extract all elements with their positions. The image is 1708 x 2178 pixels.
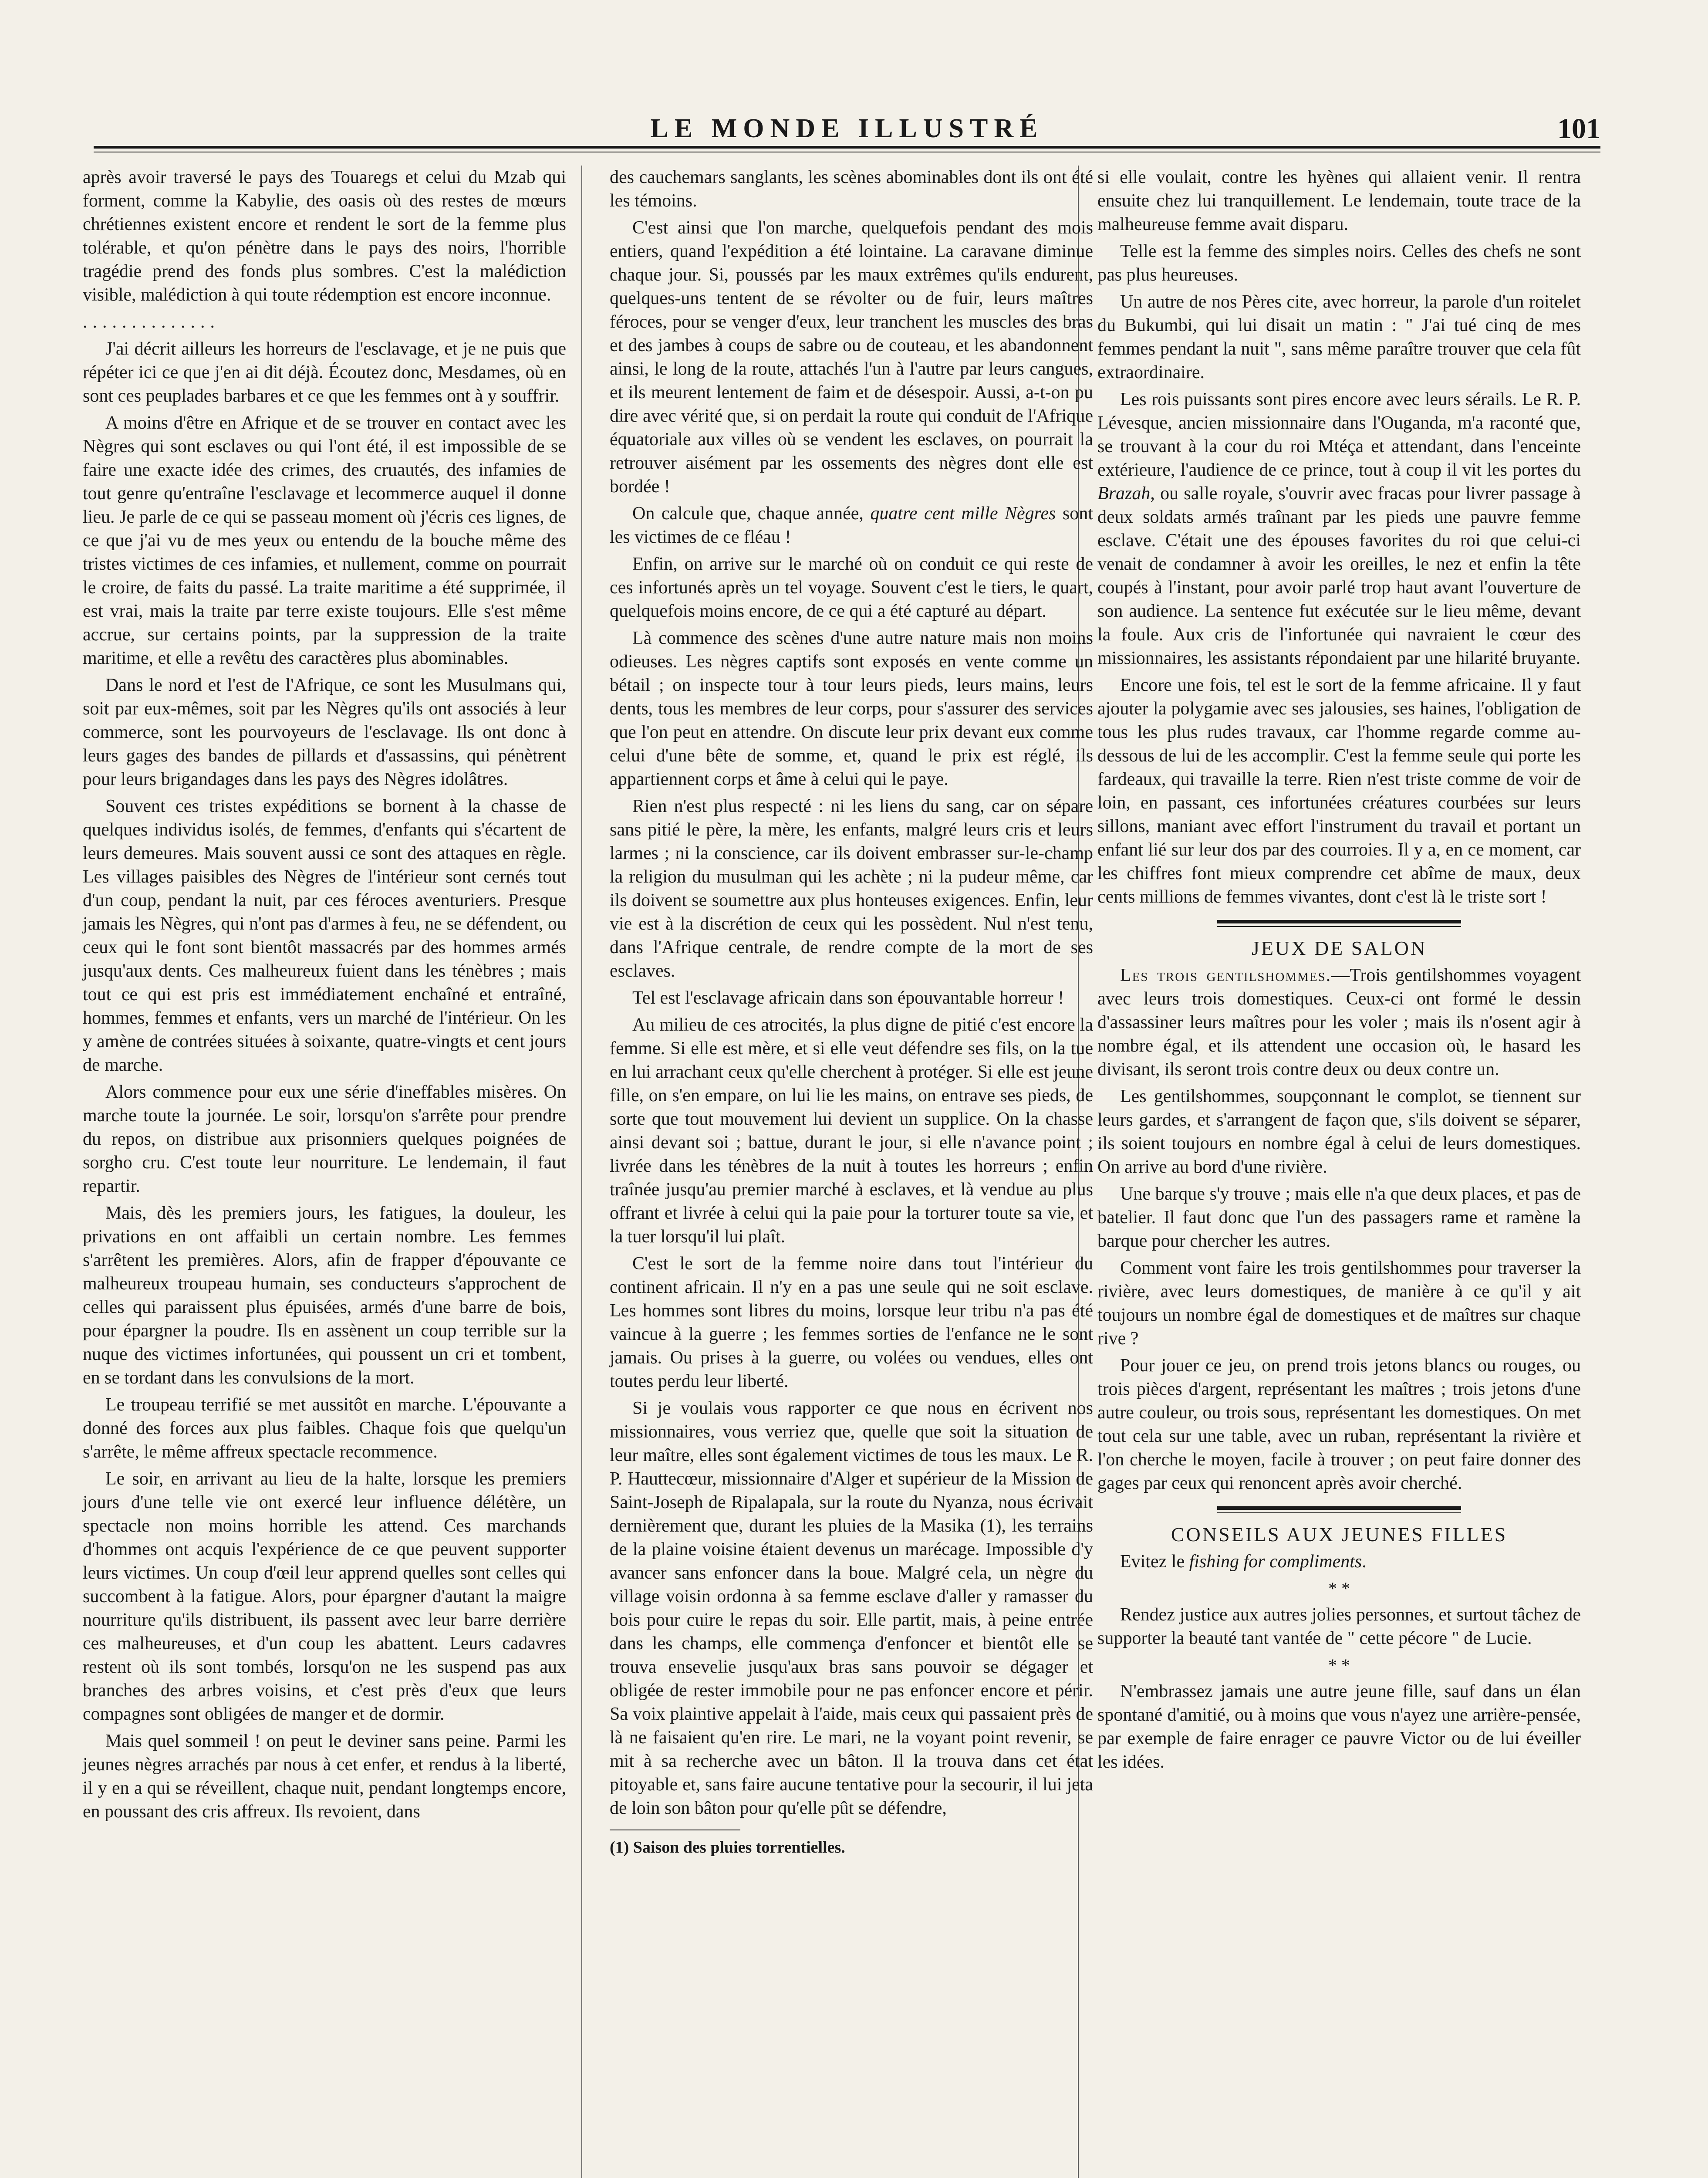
section-title-conseils: CONSEILS AUX JEUNES FILLES (1171, 1523, 1508, 1546)
column-1 (83, 166, 566, 1827)
text-run: . (1362, 1552, 1367, 1572)
masthead-title: LE MONDE ILLUSTRÉ (650, 114, 1044, 143)
col1-paragraph: Dans le nord et l'est de l'Afrique, ce sont les Musulmans qui, soit par eux-mêmes, soit par les Nègres qu'ils ont associés à leur commerce, sont les pourvoyeurs de l'esclavage. Ils ont donc à leurs gages des bandes de pillards et d'assassins, qui pénètrent pour leurs brigandages dans les pays des Nègres idolâtres. (83, 675, 566, 789)
col3-paragraph (1097, 388, 1581, 670)
column-3 (1097, 166, 1581, 1777)
col3-paragraph: Les gentilshommes, soupçonnant le complot, se tiennent sur leurs gardes, et s'arrangent de façon que, s'ils doivent se séparer, ils soient toujours en nombre égal à celui de leurs domestiques. On arrive au bord d'une rivière. (1097, 1086, 1581, 1177)
col1-paragraph: après avoir traversé le pays des Touaregs et celui du Mzab qui forment, comme la Kabylie, des oasis où des restes de mœurs chrétiennes existent encore et rendent le sort de la femme plus tolérable, et qu'on pénètre dans le pays des noirs, l'horrible tragédie prend des fonds plus sombres. C'est la malédiction visible, malédiction à qui toute rédemption est encore inconnue. (83, 167, 566, 305)
column-2 (610, 166, 1093, 1863)
ellipsis-separator: .............. (83, 312, 220, 332)
col2-paragraph: Là commence des scènes d'une autre nature mais non moins odieuses. Les nègres captifs sont exposés en vente comme un bétail ; on inspecte tour à tour leurs pieds, leurs mains, leurs dents, tous les membres de leur corps, pour s'assurer des services que l'on peut en attendre. On discute leur prix devant eux comme celui d'une bête de somme, et, quand le prix est réglé, ils appartiennent corps et âme à celui qui le paye. (610, 628, 1093, 789)
col2-paragraph: Si je voulais vous rapporter ce que nous en écrivent nos missionnaires, vous verriez que, quelle que soit la situation de leur maître, elles sont également victimes de tous les maux. Le R. P. Hauttecœur, missionnaire d'Alger et supérieur de la Mission de Saint-Joseph de Ripalapala, sur la route du Nyanza, nous écrivait dernièrement que, durant les pluies de la Masika (1), les terrains de la plaine voisine étaient devenus un marécage. Impossible d'y avancer sans enfoncer dans la boue. Malgré cela, un nègre du village voisin ordonna à sa femme esclave d'aller y ramasser du bois pour cuire le repas du soir. Elle partit, mais, à peine entrée dans les champs, elle commença d'enfoncer et bientôt elle se trouva ensevelie jusqu'aux bras sans pouvoir se dégager et obligée de rester immobile pour ne pas enfoncer encore et périr. Sa voix plaintive appelait à l'aide, mais ceux qui passaient près de là ne faisaient qu'en rire. Le mari, ne la voyant point revenir, se mit à sa recherche avec un bâton. Il la trouva dans cet état pitoyable et, sans faire aucune tentative pour la secourir, il lui jeta de loin son bâton pour qu'elle pût se défendre, (610, 1398, 1093, 1818)
col3-paragraph: Pour jouer ce jeu, on prend trois jetons blancs ou rouges, ou trois pièces d'argent, représentant les maîtres ; trois jetons d'une autre couleur, ou trois sous, représentant les domestiques. On met tout cela sur une table, avec un ruban, représentant la rivière et l'on cherche le moyen, facile à trouver ; on peut faire donner des gages par ceux qui renoncent après avoir cherché. (1097, 1356, 1581, 1493)
col3-paragraph (1097, 1550, 1581, 1573)
col3-paragraph: N'embrassez jamais une autre jeune fille, sauf dans un élan spontané d'amitié, ou à moins que vous n'ayez une arrière-pensée, par exemple de faire enrager ce pauvre Victor ou de lui éveiller les idées. (1097, 1681, 1581, 1772)
col3-paragraph: Encore une fois, tel est le sort de la femme africaine. Il y faut ajouter la polygamie avec ses jalousies, ses haines, l'obligation de tous les plus rudes travaux, car l'homme regarde comme au-dessous de lui de les accomplir. C'est la femme seule qui porte les fardeaux, qui travaille la terre. Rien n'est triste comme de voir de loin, en passant, ces infortunées créatures courbées sur leurs sillons, maniant avec effort l'instrument du travail et portant un enfant lié sur leur dos par des courroies. Il y a, en ce moment, car les chiffres font mieux comprendre cet abîme de maux, deux cents millions de femmes vivantes, dont c'est là le triste sort ! (1097, 675, 1581, 907)
header-rule (94, 146, 1600, 149)
text-run: Les rois puissants sont pires encore avec leurs sérails. Le R. P. Lévesque, ancien missionnaire dans l'Ouganda, m'a raconté que, se trouvant à la cour du roi Mtéça et attendant, dans l'enceinte extérieure, l'audience de ce prince, tout à coup il vit les portes du (1097, 389, 1581, 480)
text-run: —Trois gentilshommes voyagent avec leurs trois domestiques. Ceux-ci ont formé le dessin d'assassiner leurs maîtres pour les voler ; mais ils n'osent agir à nombre égal, et ils attendent une occasion où, le hasard les divisant, ils seront trois contre deux ou deux contre un. (1097, 965, 1581, 1079)
text-run: sont les victimes de ce fléau ! (610, 504, 1093, 547)
column-divider-1 (581, 166, 582, 2178)
col2-paragraph (610, 502, 1093, 549)
col2-paragraph: Tel est l'esclavage africain dans son épouvantable horreur ! (632, 988, 1064, 1008)
col2-paragraph: C'est le sort de la femme noire dans tout l'intérieur du continent africain. Il n'y en a pas une seule qui ne soit esclave. Les hommes sont libres du moins, lorsque leur tribu n'a pas été vaincue à la guerre ; les femmes sorties de l'enfance ne le sont jamais. Ou prises à la guerre, ou volées ou vendues, elles ont toutes perdu leur liberté. (610, 1254, 1093, 1391)
col1-paragraph: Mais quel sommeil ! on peut le deviner sans peine. Parmi les jeunes nègres arrachés par nous à cet enfer, et rendus à la liberté, il y en a qui se réveillent, chaque nuit, pendant longtemps encore, en poussant des cris affreux. Ils revoient, dans (83, 1731, 566, 1822)
text-run: , ou salle royale, s'ouvrir avec fracas pour livrer passage à deux soldats armés traînant par les pieds une pauvre femme esclave. C'était une des épouses favorites du roi que celui-ci venait de condamner à avoir les oreilles, le nez et enfin la tête coupés à l'instant, pour avoir parlé trop haut avant l'ouverture de son audience. La sentence fut exécutée sur le lieu même, devant la foule. Aux cris de l'infortunée qui navraient le cœur des missionnaires, les assistants répondaient par une hilarité bruyante. (1097, 484, 1581, 668)
col1-paragraph: Alors commence pour eux une série d'ineffables misères. On marche toute la journée. Le soir, lorsqu'on s'arrête pour prendre du repos, on distribue aux prisonniers quelques poignées de sorgho cru. C'est toute leur nourriture. Le lendemain, il faut repartir. (83, 1082, 566, 1196)
italic-text: fishing for compliments (1189, 1552, 1362, 1572)
col3-paragraph: Une barque s'y trouve ; mais elle n'a que deux places, et pas de batelier. Il faut donc que l'un des passagers rame et ramène la barque pour chercher les autres. (1097, 1184, 1581, 1251)
game-title: Les trois gentilshommes. (1120, 965, 1332, 985)
text-run: Evitez le (1120, 1552, 1189, 1572)
text-run: On calcule que, chaque année, (632, 504, 871, 524)
col1-paragraph: Le troupeau terrifié se met aussitôt en marche. L'épouvante a donné des forces aux plus faibles. Chaque fois que quelqu'un s'arrête, le même affreux spectacle recommence. (83, 1395, 566, 1462)
italic-text: quatre cent mille Nègres (870, 504, 1056, 524)
section-rule-thin (1217, 926, 1461, 927)
col3-paragraph (1097, 964, 1581, 1081)
col1-paragraph: Le soir, en arrivant au lieu de la halte, lorsque les premiers jours d'une telle vie ont exercé leur influence délétère, un spectacle non moins horrible les attend. Ces marchands d'hommes ont acquis l'expérience de ce que peuvent supporter leurs victimes. Un coup d'œil leur apprend quelles sont celles qui succombent à la fatigue. Alors, pour épargner d'autant la maigre nourriture qu'ils distribuent, ils passent avec leur barre derrière ces malheureuses, et d'un coup les abattent. Leurs cadavres restent où ils sont tombés, lorsqu'on ne les suspend pas aux branches des arbres voisins, et c'est près d'eux que leurs compagnes sont obligées de manger et de dormir. (83, 1469, 566, 1724)
col2-paragraph: Enfin, on arrive sur le marché où on conduit ce qui reste de ces infortunés après un tel voyage. Souvent c'est le tiers, le quart, quelquefois moins encore, de ce qui a été capturé au départ. (610, 554, 1093, 621)
col3-paragraph: Rendez justice aux autres jolies personnes, et surtout tâchez de supporter la beauté tant vantée de " cette pécore " de Lucie. (1097, 1605, 1581, 1648)
col1-paragraph: Souvent ces tristes expéditions se bornent à la chasse de quelques individus isolés, de femmes, d'enfants qui s'écartent de leurs demeures. Mais souvent aussi ce sont des attaques en règle. Les villages paisibles des Nègres de l'intérieur sont cernés tout d'un coup, pendant la nuit, par ces féroces aventuriers. Presque jamais les Nègres, qui n'ont pas d'armes à feu, ne se défendent, ou ceux qui le font sont bientôt massacrés par des hommes armés jusqu'aux dents. Ces malheureux fuient dans les ténèbres ; mais tout ce qui est pris est immédiatement enchaîné et entraîné, hommes, femmes et enfants, vers un marché de l'intérieur. On les y amène de contrées situées à soixante, quatre-vingts et cent jours de marche. (83, 796, 566, 1075)
section-rule-thin (1217, 1512, 1461, 1513)
col3-paragraph: Telle est la femme des simples noirs. Celles des chefs ne sont pas plus heureuses. (1097, 241, 1581, 285)
col1-paragraph: J'ai décrit ailleurs les horreurs de l'esclavage, et je ne puis que répéter ici ce que j'en ai dit déjà. Écoutez donc, Mesdames, où en sont ces peuplades barbares et ce que les femmes ont à y souffrir. (83, 339, 566, 406)
asterism: * * (1328, 1579, 1350, 1598)
col1-paragraph: A moins d'être en Afrique et de se trouver en contact avec les Nègres qui sont esclaves ou qui l'ont été, il est impossible de se faire une exacte idée des crimes, des cruautés, des infamies de tout genre qu'entraîne l'esclavage et lecommerce auquel il donne lieu. Je parle de ce qui se passeau moment où j'écris ces lignes, de ce que j'ai vu de mes yeux ou entendu de la bouche même des tristes victimes de ces infamies, et nullement, comme on pourrait le croire, de faits du passé. La traite maritime a été supprimée, il est vrai, mais la traite par terre existe toujours. Elle s'est même accrue, sur certains points, par la suppression de la traite maritime, et elle a revêtu des caractères plus abominables. (83, 413, 566, 668)
col3-paragraph: si elle voulait, contre les hyènes qui allaient venir. Il rentra ensuite chez lui tranquillement. Le lendemain, toute trace de la malheureuse femme avait disparu. (1097, 167, 1581, 234)
italic-text: Brazah (1097, 484, 1151, 504)
section-rule (1217, 920, 1461, 923)
col2-paragraph: Au milieu de ces atrocités, la plus digne de pitié c'est encore la femme. Si elle est mère, et si elle veut défendre ses fils, on la tue en lui arrachant ceux qu'elle cherchent à protéger. Si elle est jeune fille, on s'en empare, on lui lie les mains, on entrave ses pieds, de sorte que tout mouvement lui devient un supplice. On la chasse ainsi devant soi ; battue, durant le jour, si elle n'avance point ; livrée dans les ténèbres de la nuit à toutes les horreurs ; enfin traînée jusqu'au premier marché à esclaves, et là vendue au plus offrant et livrée à celui qui la paie pour la torturer toute sa vie, et la tuer lorsqu'il lui plaît. (610, 1015, 1093, 1247)
footnote: (1) Saison des pluies torrentielles. (610, 1838, 845, 1857)
col2-paragraph: Rien n'est plus respecté : ni les liens du sang, car on sépare sans pitié le père, la mère, les enfants, malgré leurs cris et leurs larmes ; ni la conscience, car ils doivent embrasser sur-le-champ la religion du musulman qui les achète ; ni la pudeur même, car ils doivent se soumettre aux plus honteuses exigences. Enfin, leur vie est à la discrétion de ceux qui les possèdent. Nul n'est tenu, dans l'Afrique centrale, de rendre compte de la mort de ses esclaves. (610, 796, 1093, 981)
section-rule (1217, 1506, 1461, 1510)
col1-paragraph: Mais, dès les premiers jours, les fatigues, la douleur, les privations en ont affaibli un certain nombre. Les femmes s'arrêtent les premières. Alors, afin de frapper d'épouvante ce malheureux troupeau humain, ses conducteurs s'approchent de celles qui paraissent plus épuisées, armés d'une barre de bois, pour épargner la poudre. Ils en assènent un coup terrible sur la nuque des victimes infortunées, qui poussent un cri et tombent, en se tordant dans les convulsions de la mort. (83, 1203, 566, 1388)
asterism: * * (1328, 1655, 1350, 1675)
section-title-jeux: JEUX DE SALON (1251, 937, 1427, 959)
col2-paragraph: des cauchemars sanglants, les scènes abominables dont ils ont été les témoins. (610, 167, 1093, 211)
col3-paragraph: Comment vont faire les trois gentilshommes pour traverser la rivière, avec leurs domestiques, de manière à ce qu'il y ait toujours un nombre égal de domestiques et de maîtres sur chaque rive ? (1097, 1258, 1581, 1349)
col2-paragraph: C'est ainsi que l'on marche, quelquefois pendant des mois entiers, quand l'expédition a été lointaine. La caravane diminue chaque jour. Si, poussés par les maux extrêmes qu'ils endurent, quelques-uns tentent de se révolter ou de fuir, leurs maîtres féroces, pour se venger d'eux, leur tranchent les muscles des bras et des jambes à coups de sabre ou de couteau, et les abandonnent ainsi, le long de la route, attachés l'un à l'autre par leurs cangues, et ils meurent lentement de faim et de désespoir. Aussi, a-t-on pu dire avec vérité que, si on perdait la route qui conduit de l'Afrique équatoriale aux villes où se vendent les esclaves, on pourrait la retrouver aisément par les ossements des nègres dont elle est bordée ! (610, 218, 1093, 497)
col3-paragraph: Un autre de nos Pères cite, avec horreur, la parole d'un roitelet du Bukumbi, qui lui disait un matin : " J'ai tué cinq de mes femmes pendant la nuit ", sans même paraître trouver que cela fût extraordinaire. (1097, 292, 1581, 382)
page-number: 101 (1557, 113, 1600, 145)
